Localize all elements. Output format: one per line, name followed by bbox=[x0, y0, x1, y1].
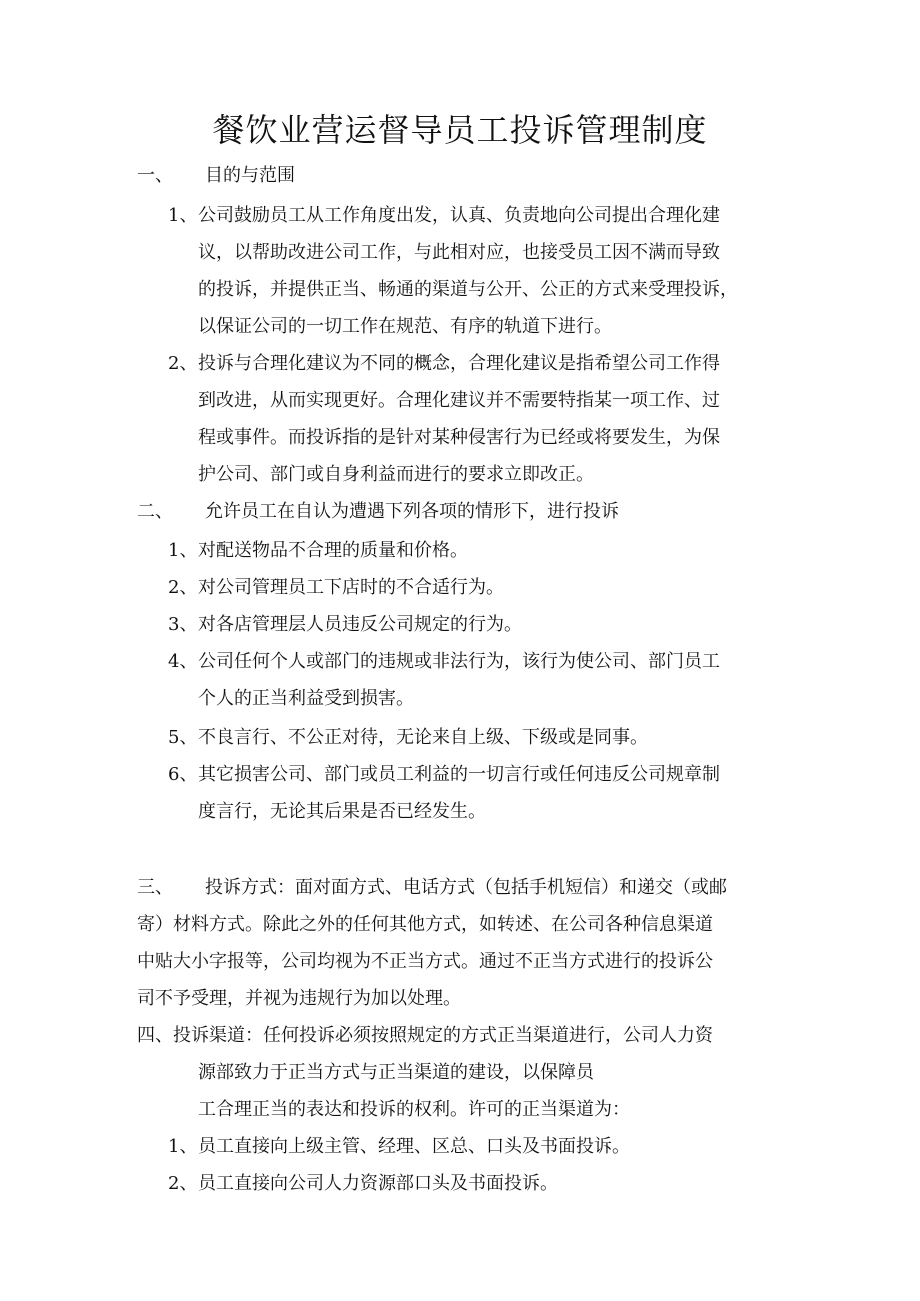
section-1-marker: 一、 bbox=[137, 165, 173, 186]
s1-item1-line2: 议，以帮助改进公司工作，与此相对应，也接受员工因不满而导致 bbox=[198, 242, 720, 263]
s2-item6-line2: 度言行，无论其后果是否已经发生。 bbox=[198, 801, 486, 822]
s2-item4-num: 4、 bbox=[168, 651, 198, 672]
s1-item2-num: 2、 bbox=[168, 353, 198, 374]
s4-item2-num: 2、 bbox=[168, 1173, 198, 1194]
s2-item2-num: 2、 bbox=[168, 577, 198, 598]
section-3-first-line: 投诉方式：面对面方式、电话方式（包括手机短信）和递交（或邮 bbox=[205, 877, 727, 898]
section-3-line2: 寄）材料方式。除此之外的任何其他方式，如转述、在公司各种信息渠道 bbox=[137, 914, 713, 935]
s1-item1-line3: 的投诉，并提供正当、畅通的渠道与公开、公正的方式来受理投诉， bbox=[198, 279, 738, 300]
s4-item1-num: 1、 bbox=[168, 1136, 198, 1157]
section-3-line4: 司不予受理，并视为违规行为加以处理。 bbox=[137, 988, 461, 1009]
s1-item2-line3: 程或事件。而投诉指的是针对某种侵害行为已经或将要发生，为保 bbox=[198, 427, 720, 448]
s2-item4-line1: 公司任何个人或部门的违规或非法行为，该行为使公司、部门员工 bbox=[198, 651, 720, 672]
section-3-line3: 中贴大小字报等，公司均视为不正当方式。通过不正当方式进行的投诉公 bbox=[137, 951, 713, 972]
s2-item6-line1: 其它损害公司、部门或员工利益的一切言行或任何违反公司规章制 bbox=[198, 764, 720, 785]
s2-item1-num: 1、 bbox=[168, 540, 198, 561]
s1-item2-line4: 护公司、部门或自身利益而进行的要求立即改正。 bbox=[198, 464, 594, 485]
s2-item5-num: 5、 bbox=[168, 727, 198, 748]
s2-item3-num: 3、 bbox=[168, 614, 198, 635]
section-1-heading: 目的与范围 bbox=[205, 165, 295, 186]
section-4-line2: 源部致力于正当方式与正当渠道的建设，以保障员 bbox=[198, 1062, 594, 1083]
document-title: 餐饮业营运督导员工投诉管理制度 bbox=[212, 111, 708, 149]
s4-item1-text: 员工直接向上级主管、经理、区总、口头及书面投诉。 bbox=[198, 1136, 630, 1157]
s2-item2-line1: 对公司管理员工下店时的不合适行为。 bbox=[198, 577, 504, 598]
section-2-marker: 二、 bbox=[137, 501, 173, 522]
section-4-first-line: 四、投诉渠道：任何投诉必须按照规定的方式正当渠道进行，公司人力资 bbox=[137, 1025, 713, 1046]
section-4-line3: 工合理正当的表达和投诉的权利。许可的正当渠道为： bbox=[198, 1099, 630, 1120]
s2-item6-num: 6、 bbox=[168, 764, 198, 785]
s2-item3-line1: 对各店管理层人员违反公司规定的行为。 bbox=[198, 614, 522, 635]
s4-item2-text: 员工直接向公司人力资源部口头及书面投诉。 bbox=[198, 1173, 558, 1194]
s2-item5-line1: 不良言行、不公正对待，无论来自上级、下级或是同事。 bbox=[198, 727, 648, 748]
s1-item2-line2: 到改进，从而实现更好。合理化建议并不需要特指某一项工作、过 bbox=[198, 390, 720, 411]
s2-item1-line1: 对配送物品不合理的质量和价格。 bbox=[198, 540, 468, 561]
s1-item2-line1: 投诉与合理化建议为不同的概念，合理化建议是指希望公司工作得 bbox=[198, 353, 720, 374]
section-2-heading: 允许员工在自认为遭遇下列各项的情形下，进行投诉 bbox=[205, 501, 619, 522]
section-3-marker: 三、 bbox=[137, 877, 173, 898]
s1-item1-line1: 公司鼓励员工从工作角度出发，认真、负责地向公司提出合理化建 bbox=[198, 205, 720, 226]
s1-item1-line4: 以保证公司的一切工作在规范、有序的轨道下进行。 bbox=[198, 316, 612, 337]
s2-item4-line2: 个人的正当利益受到损害。 bbox=[198, 688, 414, 709]
s1-item1-num: 1、 bbox=[168, 205, 198, 226]
